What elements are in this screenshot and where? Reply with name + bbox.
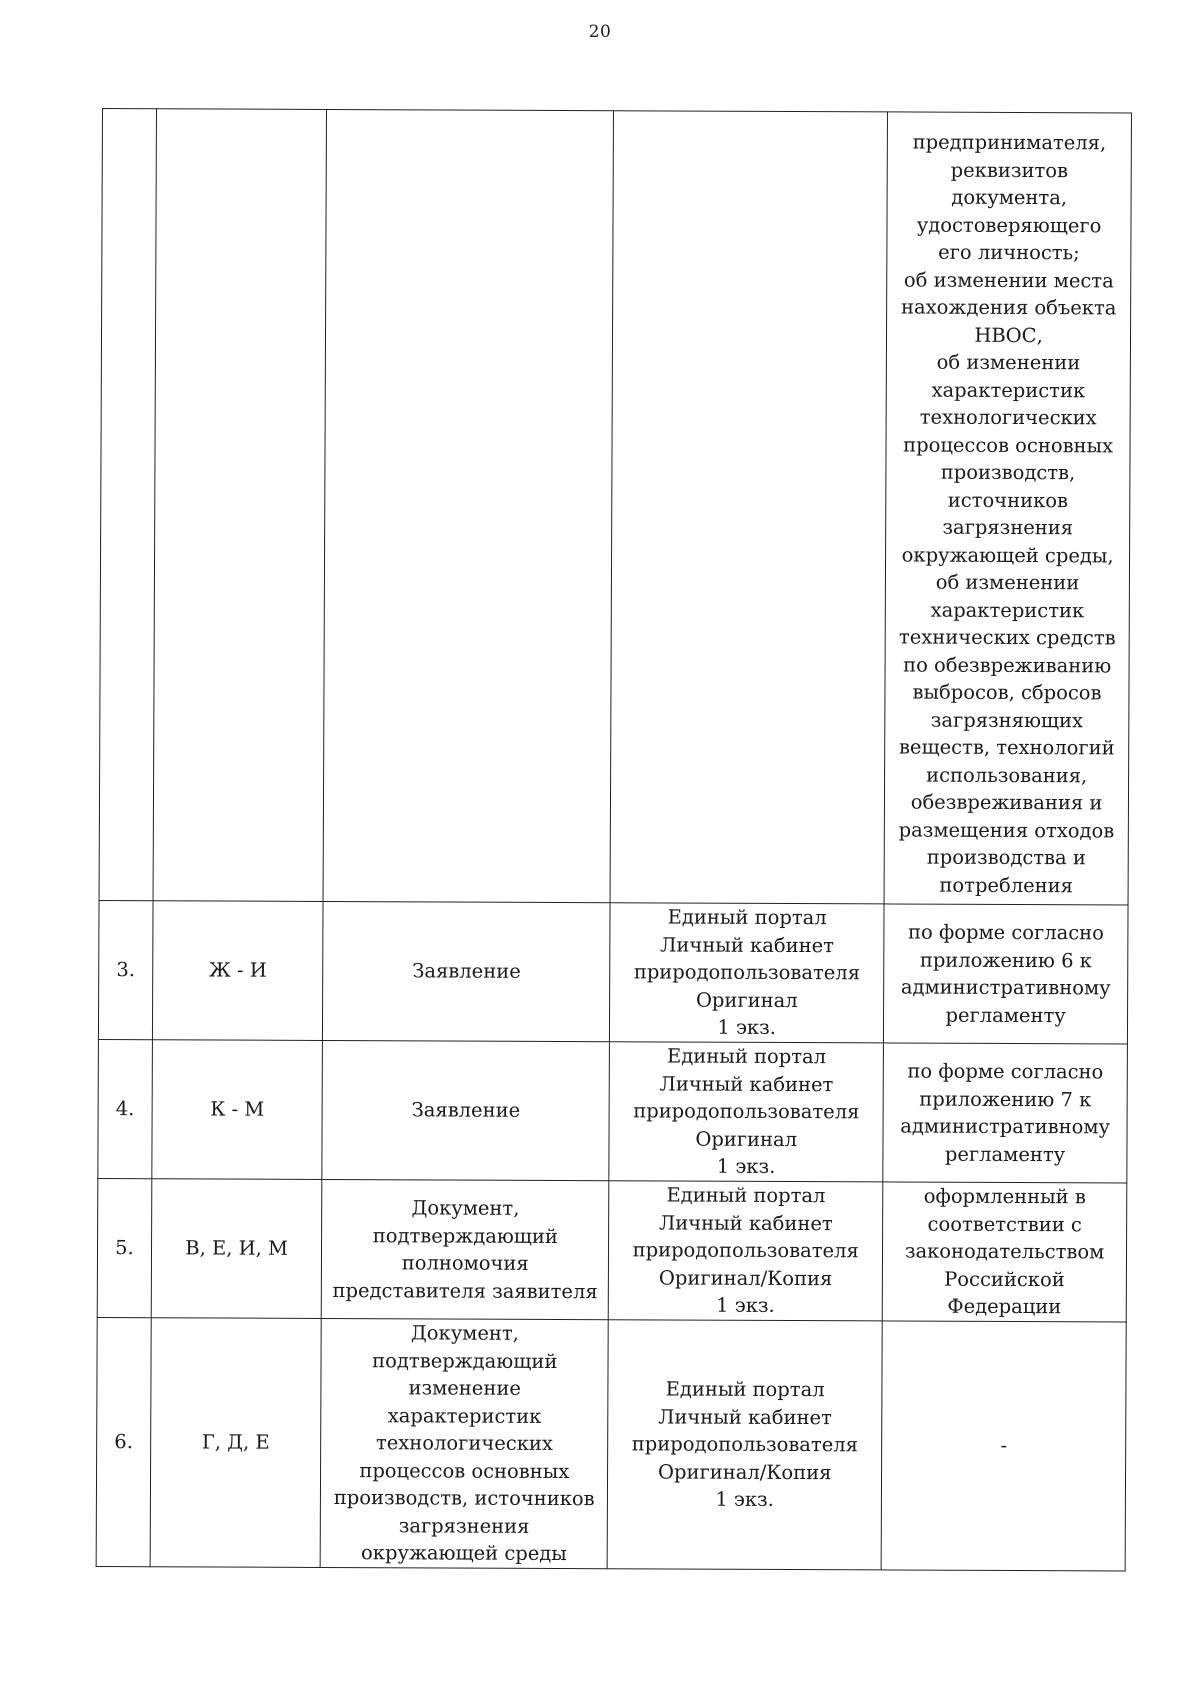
cell-channel: Единый портал Личный кабинет природопользователя Оригинал/Копия 1 экз. [608, 1181, 883, 1321]
page-number: 20 [588, 22, 612, 42]
cell-notes: предпринимателя, реквизитов документа, удостоверяющего его личность; об изменении места нахождения объекта НВОС, об изменении характеристик технологических процессов основных производств, источников загрязнения окружающей среды, об изменении характеристик технических средств по обезвреживанию выбросов, сбросов загрязняющих веществ, технологий использования, обезвреживания и размещения отходов производства и потребления [884, 112, 1131, 905]
cell-number: 6. [96, 1317, 151, 1566]
cell-channel: Единый портал Личный кабинет природопользователя Оригинал 1 экз. [610, 903, 885, 1043]
cell-categories: Ж - И [152, 901, 323, 1041]
cell-number: 5. [97, 1178, 152, 1317]
cell-notes: - [881, 1321, 1126, 1571]
cell-number: 4. [98, 1039, 153, 1178]
cell-categories: В, Е, И, М [151, 1179, 322, 1319]
cell-number: 3. [98, 900, 153, 1039]
cell-categories [153, 109, 327, 902]
table-row [98, 1039, 1128, 1182]
cell-notes: по форме согласно приложению 7 к административному регламенту [883, 1043, 1127, 1183]
cell-document: Документ, подтверждающий изменение характеристик технологических процессов основных производств, источников загрязнения окружающей среды [320, 1318, 608, 1568]
table-row [97, 1178, 1127, 1321]
cell-categories: Г, Д, Е [150, 1318, 321, 1568]
cell-channel: Единый портал Личный кабинет природопользователя Оригинал 1 экз. [609, 1042, 884, 1182]
cell-document: Документ, подтверждающий полномочия представителя заявителя [322, 1179, 610, 1319]
cell-categories: К - М [152, 1040, 323, 1180]
cell-number [99, 109, 156, 901]
table-row [98, 900, 1128, 1043]
documents-table [96, 108, 1132, 1571]
cell-document: Заявление [323, 901, 611, 1041]
cell-document [323, 109, 613, 902]
cell-notes: оформленный в соответствии с законодательством Российской Федерации [882, 1182, 1126, 1322]
cell-document: Заявление [322, 1040, 610, 1180]
cell-channel [610, 111, 887, 904]
cell-notes: по форме согласно приложению 6 к административному регламенту [884, 904, 1128, 1044]
table-row-continuation [99, 109, 1131, 905]
cell-channel: Единый портал Личный кабинет природопользователя Оригинал/Копия 1 экз. [607, 1320, 882, 1570]
table-row [96, 1317, 1126, 1570]
